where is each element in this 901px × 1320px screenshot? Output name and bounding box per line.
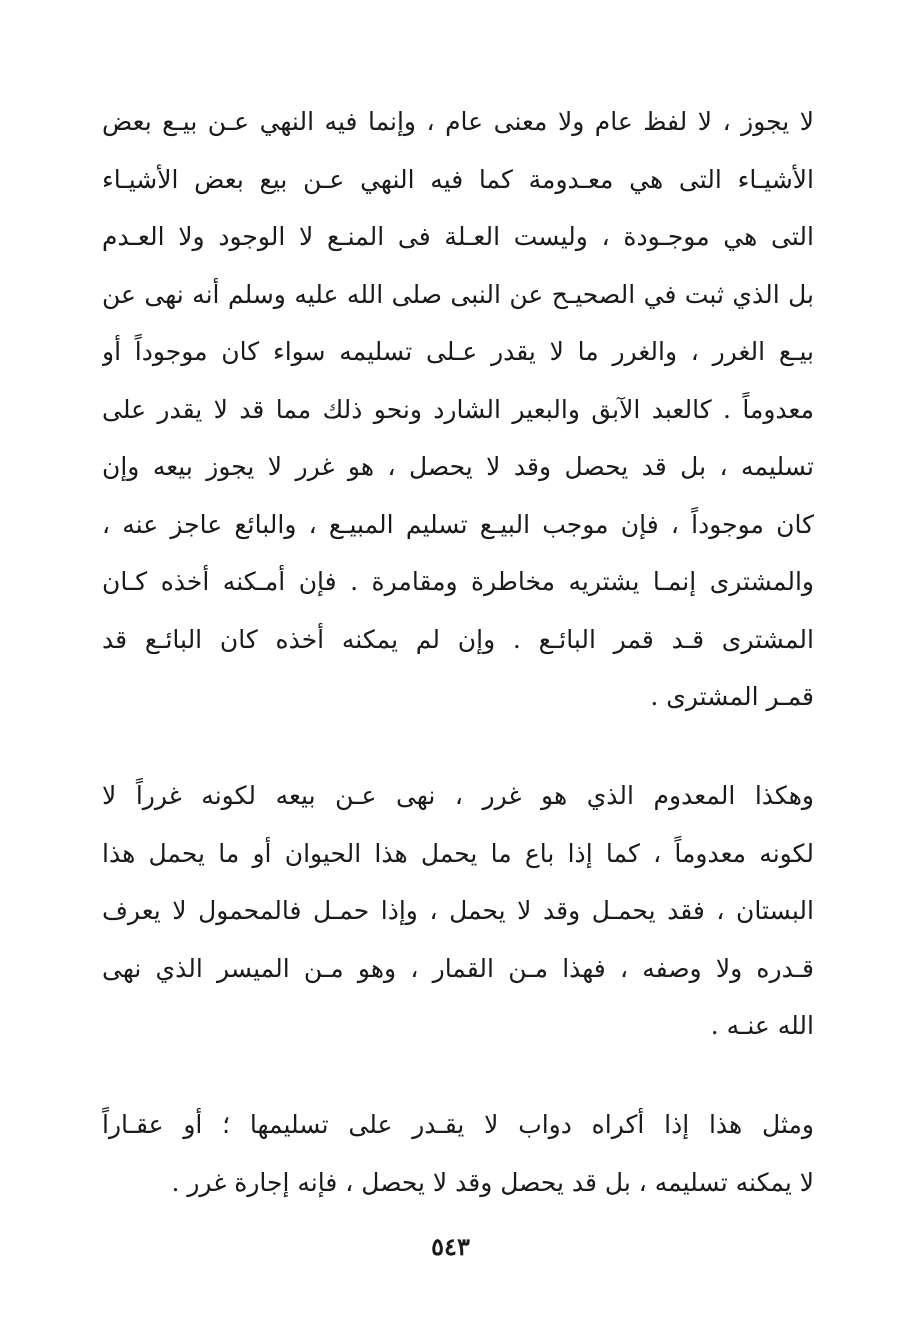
- text-line: والمشترى إنمـا يشتريه مخاطرة ومقامرة . فإن أمـكنه أخذه كـان: [102, 567, 814, 596]
- text-line: معدوماً . كالعبد الآبق والبعير الشارد ونحو ذلك مما قد لا يقدر على: [102, 394, 814, 424]
- text-line: لا يمكنه تسليمه ، بل قد يحصل وقد لا يحصل ، فإنه إجارة غرر .: [171, 1167, 814, 1197]
- page-number: ٥٤٣: [431, 1232, 470, 1261]
- text-line: لكونه معدوماً ، كما إذا باع ما يحمل هذا الحيوان أو ما يحمل هذا: [102, 838, 814, 868]
- text-line: تسليمه ، بل قد يحصل وقد لا يحصل ، هو غرر لا يجوز بيعه وإن: [102, 452, 814, 481]
- paragraph-1: [102, 93, 814, 726]
- text-line: الله عنـه .: [710, 1011, 814, 1040]
- text-line: لا يجوز ، لا لفظ عام ولا معنى عام ، وإنما فيه النهي عـن بيـع بعض: [102, 107, 814, 136]
- text-line: كان موجوداً ، فإن موجب البيـع تسليم المبيـع ، والبائع عاجز عنه ،: [102, 509, 814, 539]
- text-line: بل الذي ثبت في الصحيـح عن النبى صلى الله عليه وسلم أنه نهى عن: [102, 279, 814, 309]
- text-line: الأشيـاء التى هي معـدومة كما فيه النهي عـن بيع بعض الأشيـاء: [102, 164, 814, 194]
- text-line: وهكذا المعدوم الذي هو غرر ، نهى عـن بيعه لكونه غرراً لا: [102, 781, 814, 810]
- text-line: التى هي موجـودة ، وليست العـلة فى المنـع لا الوجود ولا العـدم: [102, 222, 814, 251]
- text-line: قـدره ولا وصفه ، فهذا مـن القمار ، وهو مـن الميسر الذي نهى: [102, 953, 814, 983]
- text-line: بيـع الغرر ، والغرر ما لا يقدر عـلى تسليمه سواء كان موجوداً أو: [102, 337, 814, 366]
- text-line: البستان ، فقد يحمـل وقد لا يحمل ، وإذا حمـل فالمحمول لا يعرف: [102, 896, 814, 925]
- paragraph-2: [102, 767, 814, 1055]
- text-line: المشترى قـد قمر البائـع . وإن لم يمكنه أخذه كان البائـع قد: [102, 624, 814, 654]
- text-line: ومثل هذا إذا أكراه دواب لا يقـدر على تسليمها ؛ أو عقـاراً: [102, 1110, 814, 1139]
- paragraph-3: [102, 1096, 814, 1211]
- text-line: قمـر المشترى .: [650, 682, 814, 711]
